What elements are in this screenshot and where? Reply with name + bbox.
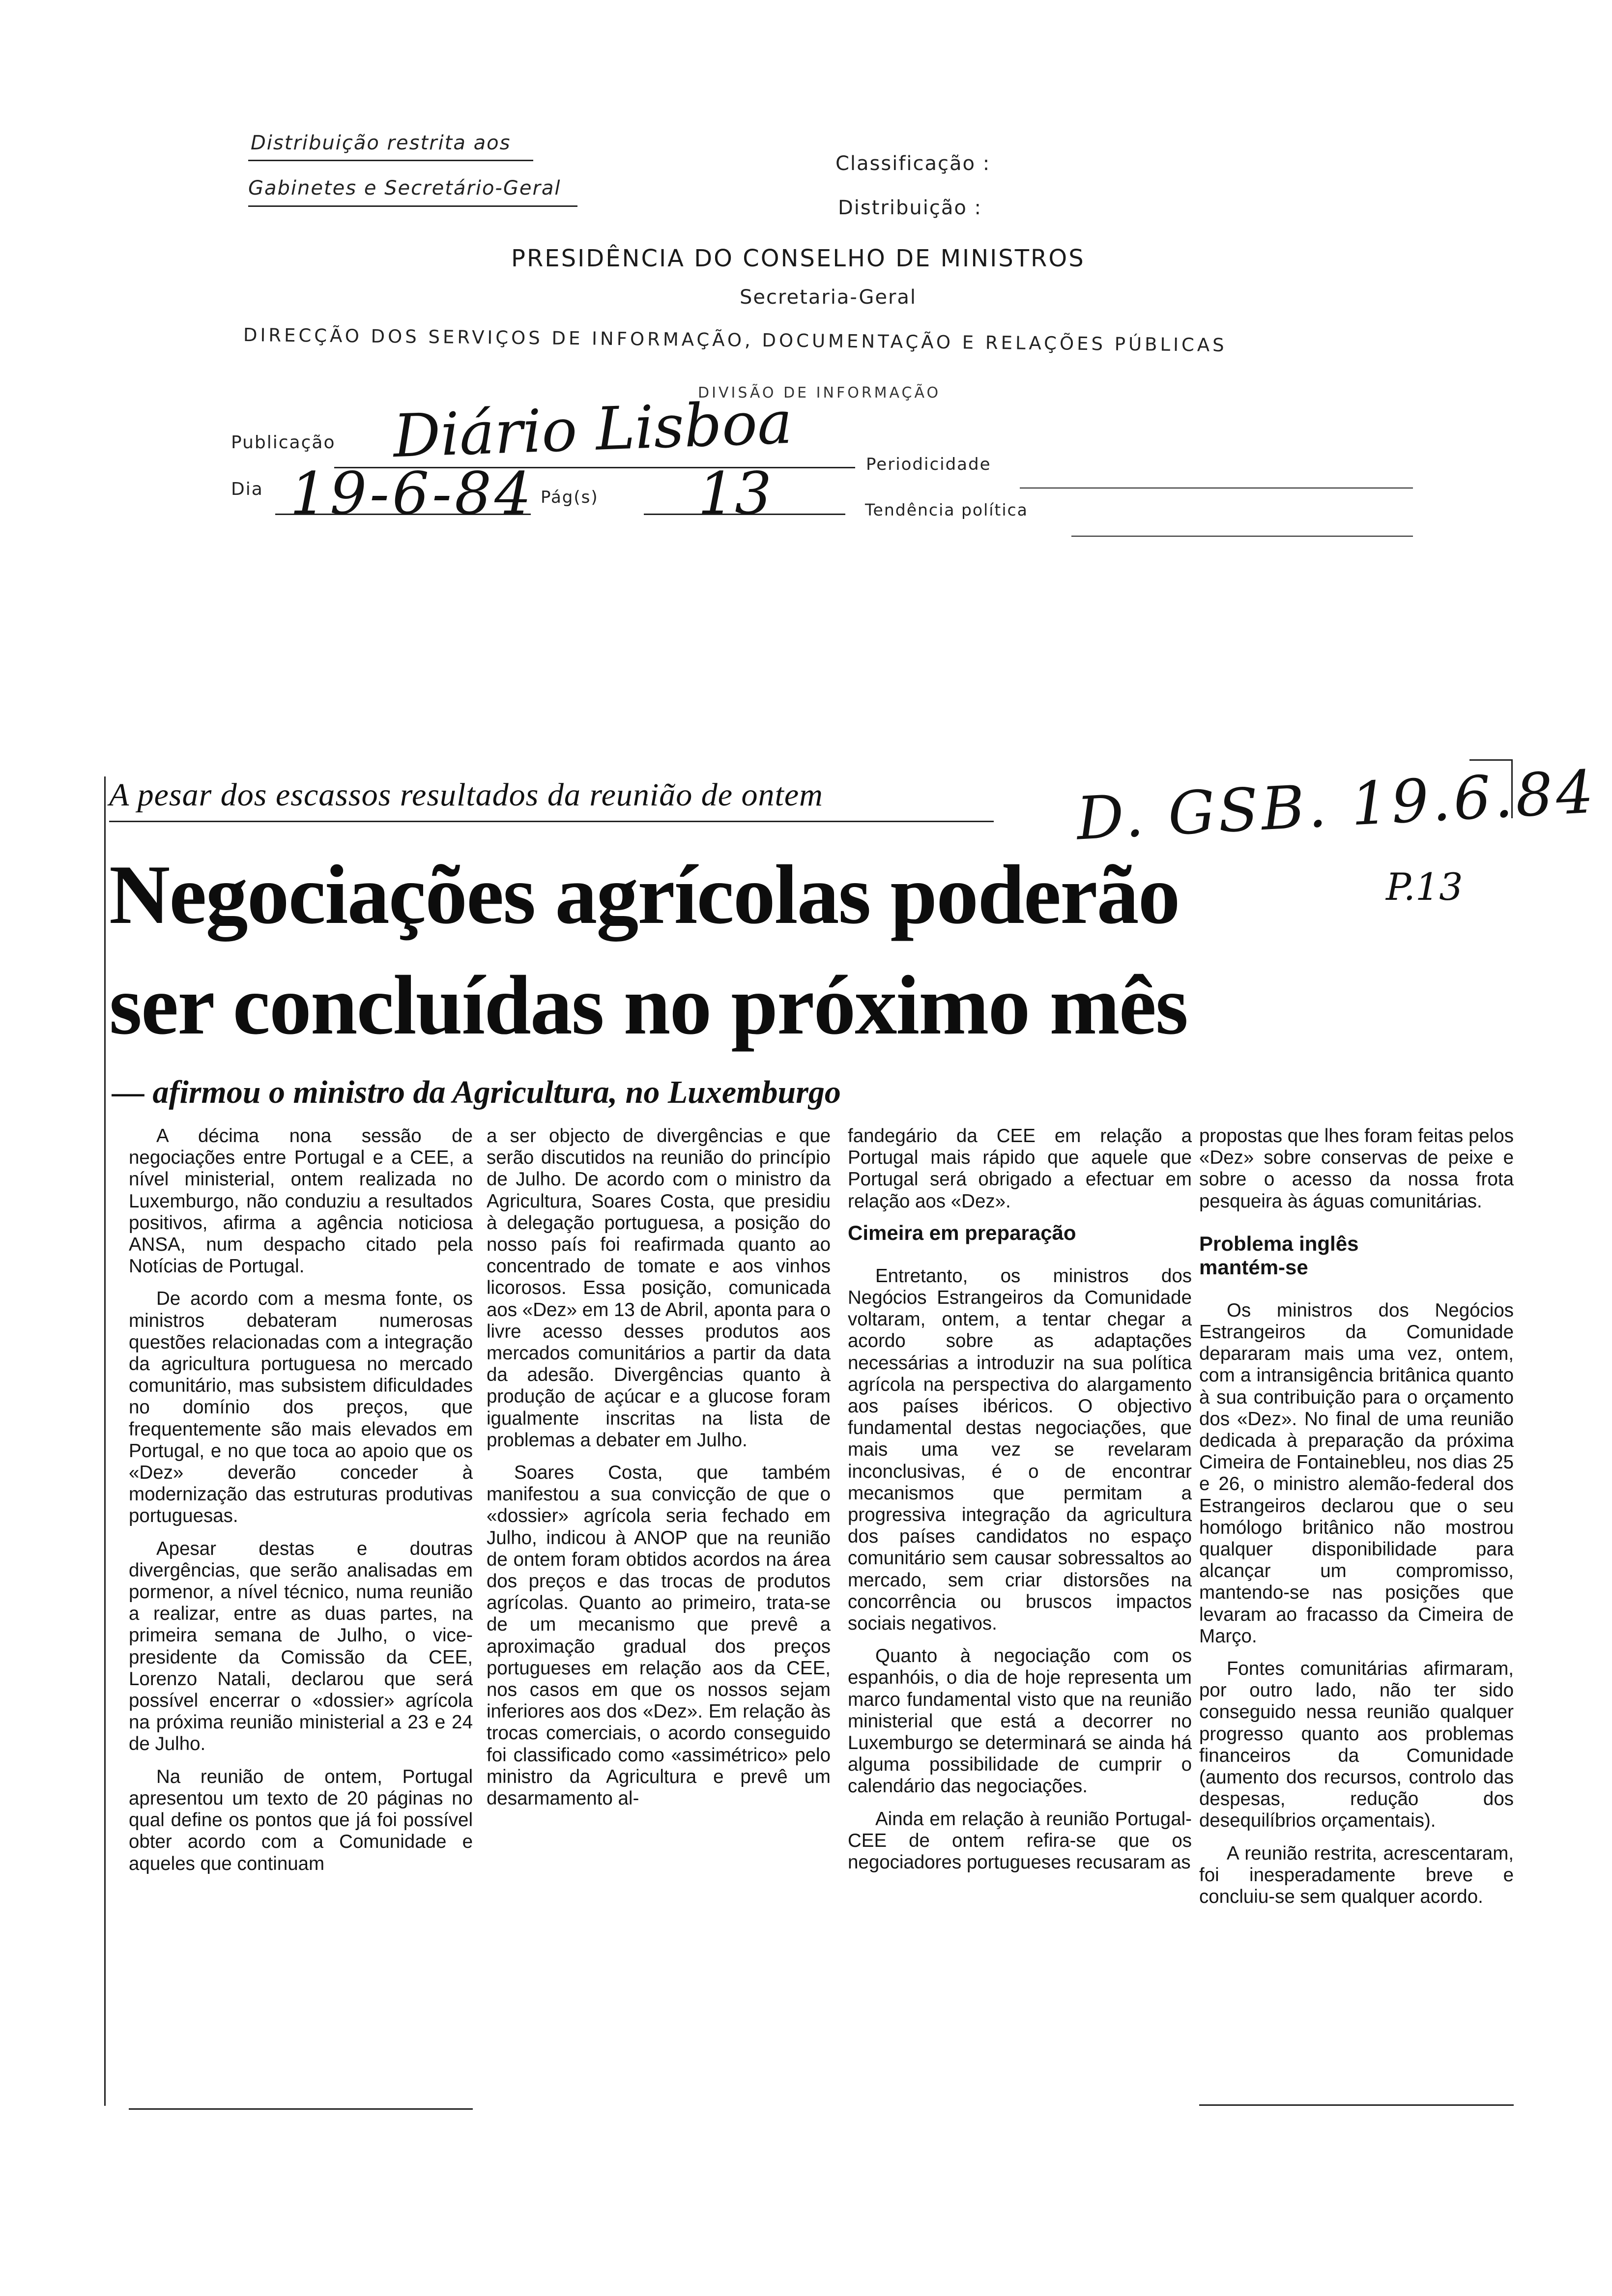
kicker-underline (109, 821, 994, 822)
col4-paragraph-4: A reunião restrita, acrescentaram, foi inesperadamente breve e concluiu-se sem qualquer acordo. (1199, 1842, 1514, 1908)
col3-paragraph-3: Quanto à negociação com os espanhóis, o dia de hoje representa um marco fundamental visto que na reunião ministerial que está a decorrer no Luxemburgo se determinará se ainda há alguma possibilidade de cumprir o calendário das negociações. (848, 1645, 1192, 1797)
article-column-4 (1199, 1125, 1514, 1908)
col1-paragraph-2: De acordo com a mesma fonte, os ministros debateram numerosas questões relacionadas com a integração da agricultura portuguesa no mercado comunitário, mas subsistem dificuldades no domínio dos preços, que frequentemente são mais elevados em Portugal, e no que toca ao apoio que os «Dez» deverão conceder à modernização das estruturas produtivas portuguesas. (129, 1288, 473, 1527)
restriction-line-2: Gabinetes e Secretário-Geral (248, 177, 561, 200)
publicacao-label: Publicação (231, 432, 336, 453)
col1-paragraph-3: Apesar destas e doutras divergências, que serão analisadas em pormenor, a nível técnico, numa reunião a realizar, entre as duas partes, na primeira semana de Julho, o vice-presidente da Comissão da CEE, Lorenzo Natali, declarou que será possível encerrar o «dossier» agrícola na próxima reunião ministerial a 23 e 24 de Julho. (129, 1538, 473, 1755)
dia-handwritten: 19-6-84 (290, 459, 535, 527)
handwritten-page-ref: P.13 (1386, 865, 1463, 909)
col4-subhead-line-1: Problema inglês (1199, 1232, 1359, 1255)
restriction-underline-1 (248, 160, 533, 161)
tendencia-label: Tendência política (865, 500, 1028, 519)
col4-subhead (1199, 1232, 1514, 1279)
headline-line-1: Negociações agrícolas poderão (109, 848, 1180, 942)
article-column-3 (848, 1125, 1192, 1873)
col3-subhead: Cimeira em preparação (848, 1221, 1076, 1244)
col4-paragraph-3: Fontes comunitárias afirmaram, por outro lado, não ter sido conseguido nessa reunião qualquer progresso quanto aos problemas financeiros da Comunidade (aumento dos recursos, controlo das despesas, redução dos desequilíbrios orçamentais). (1199, 1658, 1514, 1832)
article-kicker: A pesar dos escassos resultados da reunião de ontem (109, 777, 823, 813)
classificacao-label: Classificação : (835, 152, 991, 175)
article-column-2 (487, 1125, 831, 1809)
restriction-underline-2 (248, 205, 577, 207)
col4-bottom-rule (1199, 2104, 1514, 2106)
divisao-line: DIVISÃO DE INFORMAÇÃO (698, 384, 941, 402)
col1-paragraph-4: Na reunião de ontem, Portugal apresentou um texto de 20 páginas no qual define os pontos que já foi possível obter acordo com a Comunidade e aqueles que continuam (129, 1766, 473, 1874)
article-column-1 (129, 1125, 473, 1875)
dia-label: Dia (231, 479, 263, 499)
periodicidade-label: Periodicidade (866, 455, 991, 474)
article-left-border (104, 776, 106, 2106)
col2-paragraph-2: Soares Costa, que também manifestou a sua convicção de que o «dossier» agrícola seria fechado em Julho, indicou à ANOP que na reunião de ontem foram obtidos acordos na área dos preços e das trocas de produtos agrícolas. Quanto ao primeiro, trata-se de um mecanismo que prevê a aproximação gradual dos preços portugueses em relação aos da CEE, nos casos em que os nossos sejam inferiores aos dos «Dez». Em relação às trocas comerciais, o acordo conseguido foi classificado como «assimétrico» pelo ministro da Agricultura e prevê um desarmamento al- (487, 1462, 831, 1809)
article-top-right-mark (1469, 759, 1511, 761)
institution-title: PRESIDÊNCIA DO CONSELHO DE MINISTROS (511, 245, 1085, 272)
secretaria-geral: Secretaria-Geral (740, 286, 917, 309)
col4-paragraph-2: Os ministros dos Negócios Estrangeiros da Comunidade depararam mais uma vez, ontem, com a intransigência britânica quanto à sua contribuição para o orçamento dos «Dez». No final de uma reunião dedicada à preparação da próxima Cimeira de Fontainebleu, nos dias 25 e 26, o ministro alemão-federal dos Estrangeiros declarou que o seu homólogo britânico não mostrou qualquer disponibilidade para alcançar um compromisso, mantendo-se nas posições que levaram ao fracasso da Cimeira de Março. (1199, 1299, 1514, 1647)
pags-label: Pág(s) (541, 488, 599, 507)
col2-paragraph-1: a ser objecto de divergências e que serão discutidos na reunião do princípio de Julho. De acordo com o ministro da Agricultura, Soares Costa, que presidiu à delegação portuguesa, a posição do nosso país foi reafirmada quanto ao concentrado de tomate e aos vinhos licorosos. Essa posição, comunicada aos «Dez» em 13 de Abril, aponta para o livre acesso desses produtos aos mercados comunitários a partir da data da adesão. Divergências quanto à produção de açúcar e a glucose foram igualmente inscritas na lista de problemas a debater em Julho. (487, 1125, 831, 1451)
article-deck: — afirmou o ministro da Agricultura, no Luxemburgo (112, 1074, 841, 1110)
col3-paragraph-2: Entretanto, os ministros dos Negócios Estrangeiros da Comunidade voltaram, ontem, a tentar chegar a acordo sobre as adaptações necessárias a introduzir na sua política agrícola na perspectiva do alargamento aos países ibéricos. O objectivo fundamental destas negociações, que mais uma vez se revelaram inconclusivas, é o de encontrar mecanismos que permitam a progressiva integração da agricultura dos países candidatos no espaço comunitário sem causar sobressaltos ao mercado, sem criar distorsões na concorrência ou bruscos impactos sociais negativos. (848, 1265, 1192, 1635)
pags-handwritten: 13 (698, 459, 772, 527)
distribuicao-label: Distribuição : (838, 197, 982, 219)
restriction-line-1: Distribuição restrita aos (251, 132, 511, 154)
handwritten-annotation: D. GSB. 19.6.84 (1075, 758, 1598, 854)
headline-line-2: ser concluídas no próximo mês (109, 959, 1187, 1052)
publicacao-handwritten: Diário Lisboa (392, 388, 794, 471)
tendencia-line (1071, 536, 1413, 537)
col1-paragraph-1: A décima nona sessão de negociações entre Portugal e a CEE, a nível ministerial, ontem realizada no Luxemburgo, não conduziu a resultados positivos, afirma a agência noticiosa ANSA, num despacho citado pela Notícias de Portugal. (129, 1125, 473, 1277)
col4-subhead-line-2: mantém-se (1199, 1255, 1308, 1279)
col4-paragraph-1: propostas que lhes foram feitas pelos «Dez» sobre conservas de peixe e sobre o acesso da nossa frota pesqueira às águas comunitárias. (1199, 1125, 1514, 1212)
col1-bottom-rule (129, 2108, 473, 2110)
col3-paragraph-4: Ainda em relação à reunião Portugal-CEE de ontem refira-se que os negociadores portugueses recusaram as (848, 1808, 1192, 1873)
col3-paragraph-1: fandegário da CEE em relação a Portugal mais rápido que aquele que Portugal será obrigado a efectuar em relação aos «Dez». (848, 1125, 1192, 1212)
direccao-line: DIRECÇÃO DOS SERVIÇOS DE INFORMAÇÃO, DOCUMENTAÇÃO E RELAÇÕES PÚBLICAS (243, 324, 1227, 356)
